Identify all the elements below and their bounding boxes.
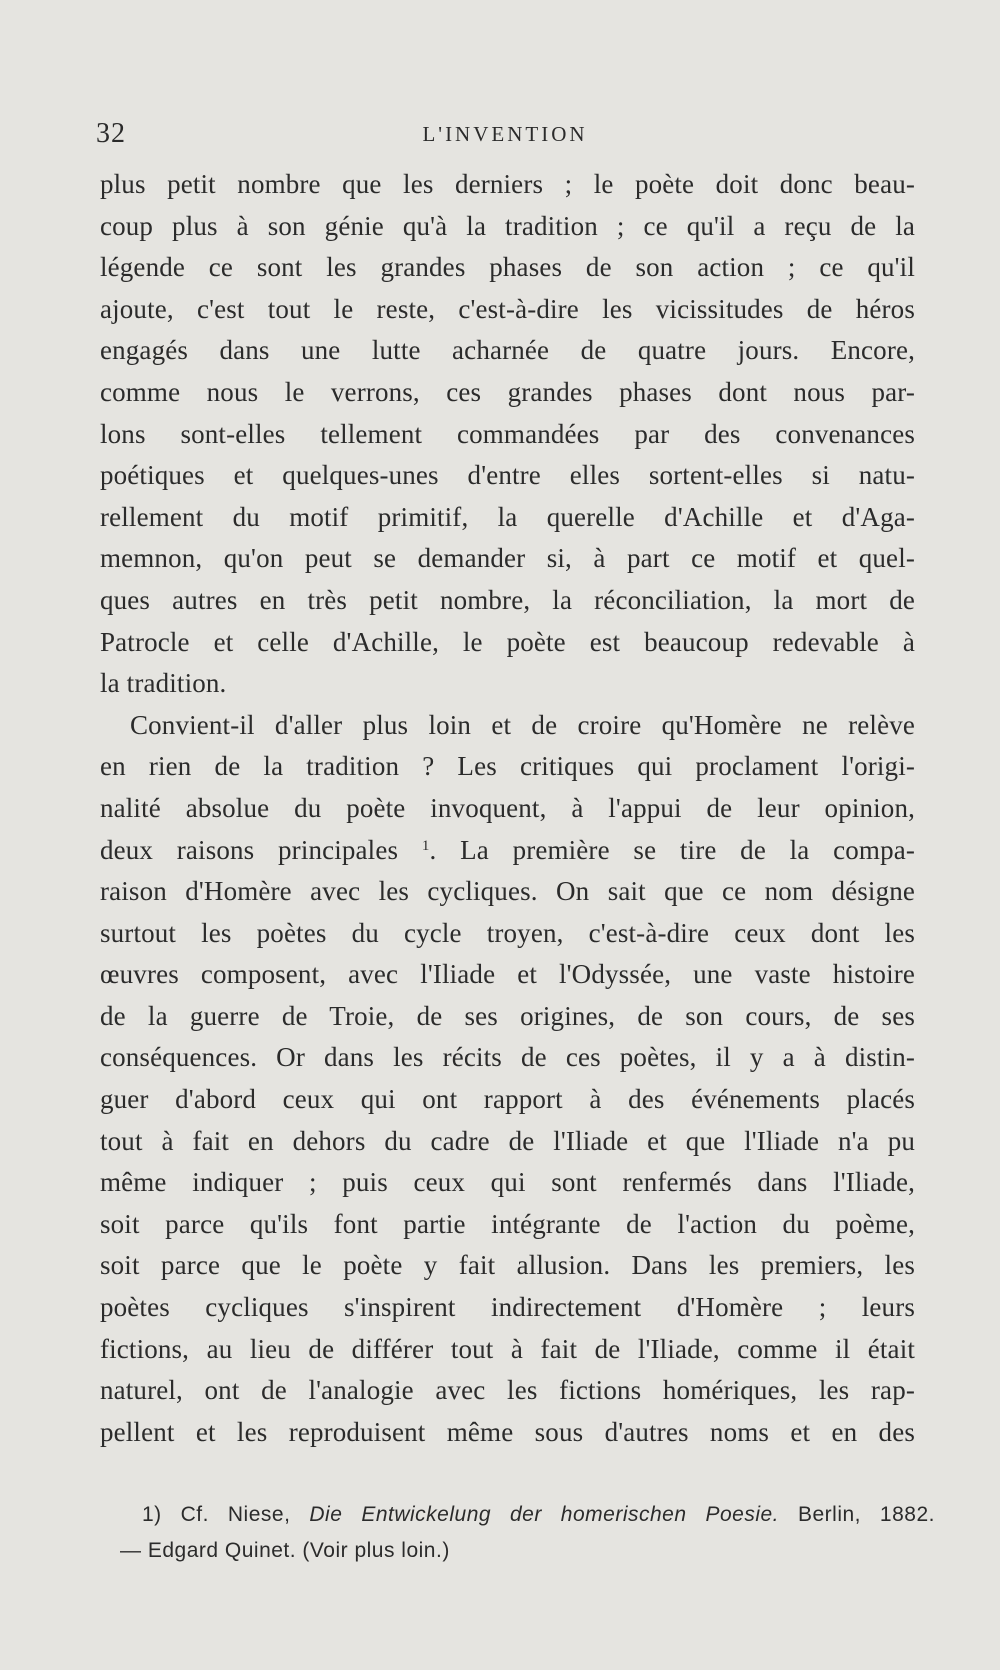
text-line: poétiques et quelques-unes d'entre elles sortent-elles si natu- — [100, 460, 915, 491]
text-line: memnon, qu'on peut se demander si, à part ce motif et quel- — [100, 543, 915, 574]
text-line: la tradition. — [100, 668, 227, 699]
text-line-with-footnote — [100, 830, 915, 872]
text-line: nalité absolue du poète invoquent, à l'appui de leur opinion, — [100, 792, 915, 823]
text-line: raison d'Homère avec les cycliques. On sait que ce nom désigne — [100, 876, 915, 907]
body-text — [100, 164, 915, 1495]
text-line: soit parce qu'ils font partie intégrante de l'action du poème, — [100, 1208, 915, 1239]
footnote-1 — [120, 1497, 935, 1533]
text-line: même indiquer ; puis ceux qui sont renfermés dans l'Iliade, — [100, 1167, 915, 1198]
text-line: Patrocle et celle d'Achille, le poète est beaucoup redevable à — [100, 626, 915, 657]
text-line: conséquences. Or dans les récits de ces poètes, il y a à distin- — [100, 1042, 915, 1073]
text-line: ques autres en très petit nombre, la réconciliation, la mort de — [100, 584, 915, 615]
text-fragment: deux raisons principales — [100, 834, 399, 865]
text-line — [100, 1453, 915, 1495]
text-line: tout à fait en dehors du cadre de l'Iliade et que l'Iliade n'a pu — [100, 1125, 915, 1156]
text-line: légende ce sont les grandes phases de son action ; ce qu'il — [100, 252, 915, 283]
text-line: comme nous le verrons, ces grandes phases dont nous par- — [100, 376, 915, 407]
text-line: œuvres composent, avec l'Iliade et l'Odyssée, une vaste histoire — [100, 959, 915, 990]
footnote-cited-title: Die Entwickelung der homerischen Poesie. — [309, 1503, 780, 1526]
text-line: en rien de la tradition ? Les critiques qui proclament l'origi- — [100, 751, 915, 782]
text-line: rellement du motif primitif, la querelle d'Achille et d'Aga- — [100, 501, 915, 532]
text-line: naturel, ont de l'analogie avec les fictions homériques, les rap- — [100, 1375, 915, 1406]
text-line: lons sont-elles tellement commandées par des convenances — [100, 418, 915, 449]
text-line: poètes cycliques s'inspirent indirectement d'Homère ; leurs — [100, 1292, 915, 1323]
text-line: fictions, au lieu de différer tout à fait de l'Iliade, comme il était — [100, 1333, 915, 1364]
text-line: de la guerre de Troie, de ses origines, de son cours, de ses — [100, 1000, 915, 1031]
text-line: plus petit nombre que les derniers ; le poète doit donc beau- — [100, 169, 915, 199]
text-fragment: . La première se tire de la compa- — [429, 834, 916, 865]
text-line: coup plus à son génie qu'à la tradition ; ce qu'il a reçu de la — [100, 210, 915, 241]
footnote-continuation: — Edgard Quinet. (Voir plus loin.) — [120, 1539, 450, 1562]
text-line: engagés dans une lutte acharnée de quatre jours. Encore, — [100, 335, 915, 366]
page-header — [96, 118, 914, 154]
running-title: L'INVENTION — [422, 122, 588, 146]
text-line: guer d'abord ceux qui ont rapport à des événements placés — [100, 1084, 915, 1115]
text-line: ajoute, c'est tout le reste, c'est-à-dire les vicissitudes de héros — [100, 293, 915, 324]
page-number: 32 — [96, 118, 126, 149]
footnote-prefix: 1) Cf. Niese, — [142, 1503, 291, 1526]
footnote-suffix: Berlin, 1882. — [797, 1503, 935, 1526]
text-line: soit parce que le poète y fait allusion. Dans les premiers, les — [100, 1250, 915, 1281]
text-line: Convient-il d'aller plus loin et de croire qu'Homère ne relève — [130, 709, 915, 740]
text-line: pellent et les reproduisent même sous d'autres noms et en des — [100, 1416, 915, 1447]
text-line: surtout les poètes du cycle troyen, c'est-à-dire ceux dont les — [100, 917, 915, 948]
footnotes — [120, 1497, 935, 1569]
footnote-reference: 1 — [421, 837, 430, 854]
